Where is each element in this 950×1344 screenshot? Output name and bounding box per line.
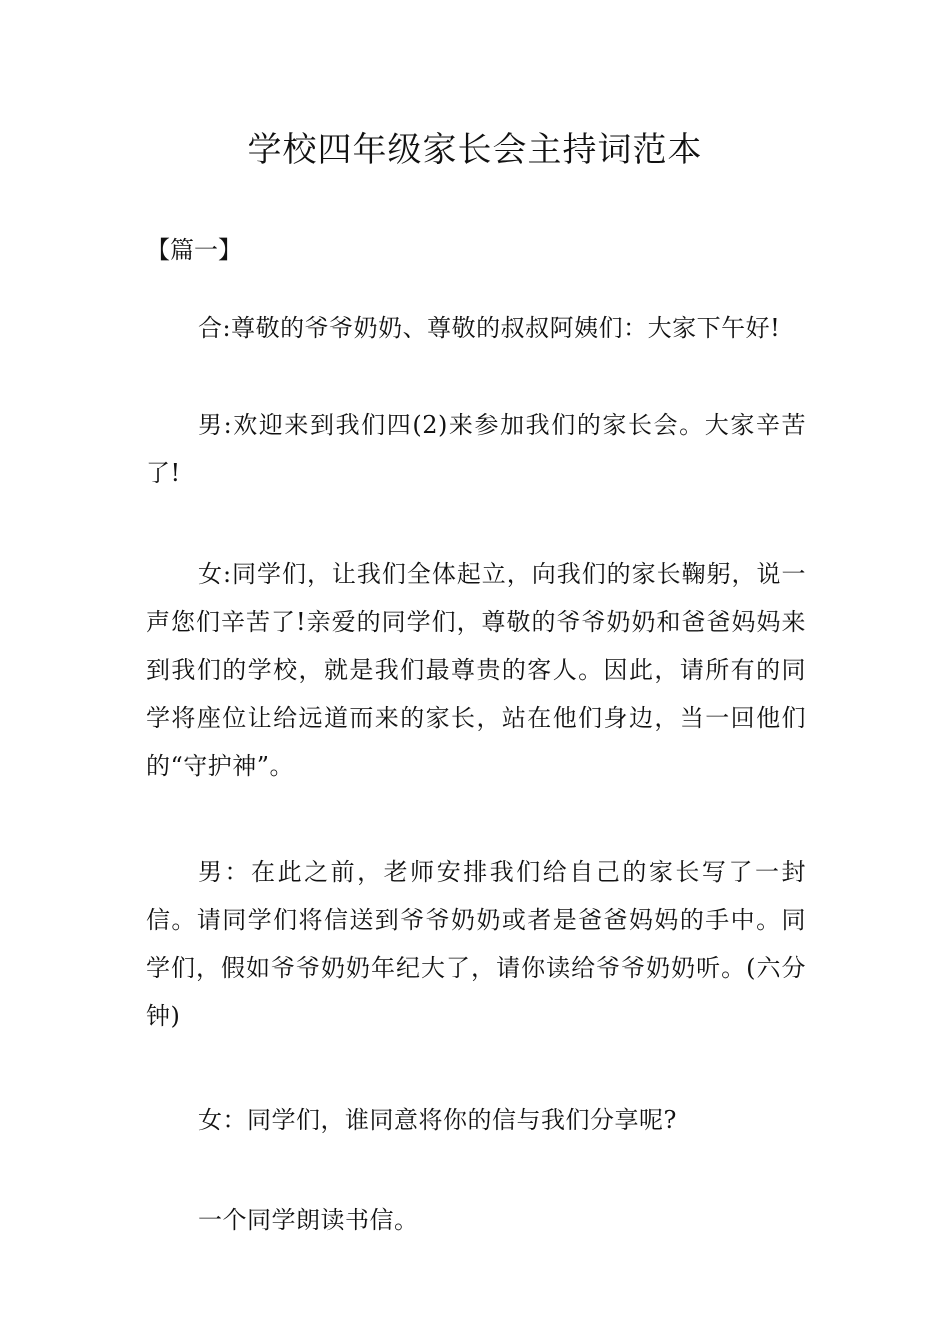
paragraph: 男：在此之前，老师安排我们给自己的家长写了一封信。请同学们将信送到爷爷奶奶或者是爸爸妈妈的手中。同学们，假如爷爷奶奶年纪大了，请你读给爷爷奶奶听。(六分钟) (146, 858, 806, 1030)
document-title: 学校四年级家长会主持词范本 (247, 130, 703, 170)
paragraph: 一个同学朗读书信。 (198, 1206, 419, 1234)
paragraph: 合:尊敬的爷爷奶奶、尊敬的叔叔阿姨们：大家下午好! (198, 314, 781, 342)
paragraph: 男:欢迎来到我们四(2)来参加我们的家长会。大家辛苦了! (146, 411, 806, 487)
paragraph: 女：同学们，谁同意将你的信与我们分享呢? (198, 1106, 677, 1134)
section-label: 【篇一】 (146, 236, 242, 264)
paragraph: 女:同学们，让我们全体起立，向我们的家长鞠躬，说一声您们辛苦了!亲爱的同学们，尊敬的爷爷奶奶和爸爸妈妈来到我们的学校，就是我们最尊贵的客人。因此，请所有的同学将座位让给远道而来的家长，站在他们身边，当一回他们的“守护神”。 (146, 560, 806, 780)
